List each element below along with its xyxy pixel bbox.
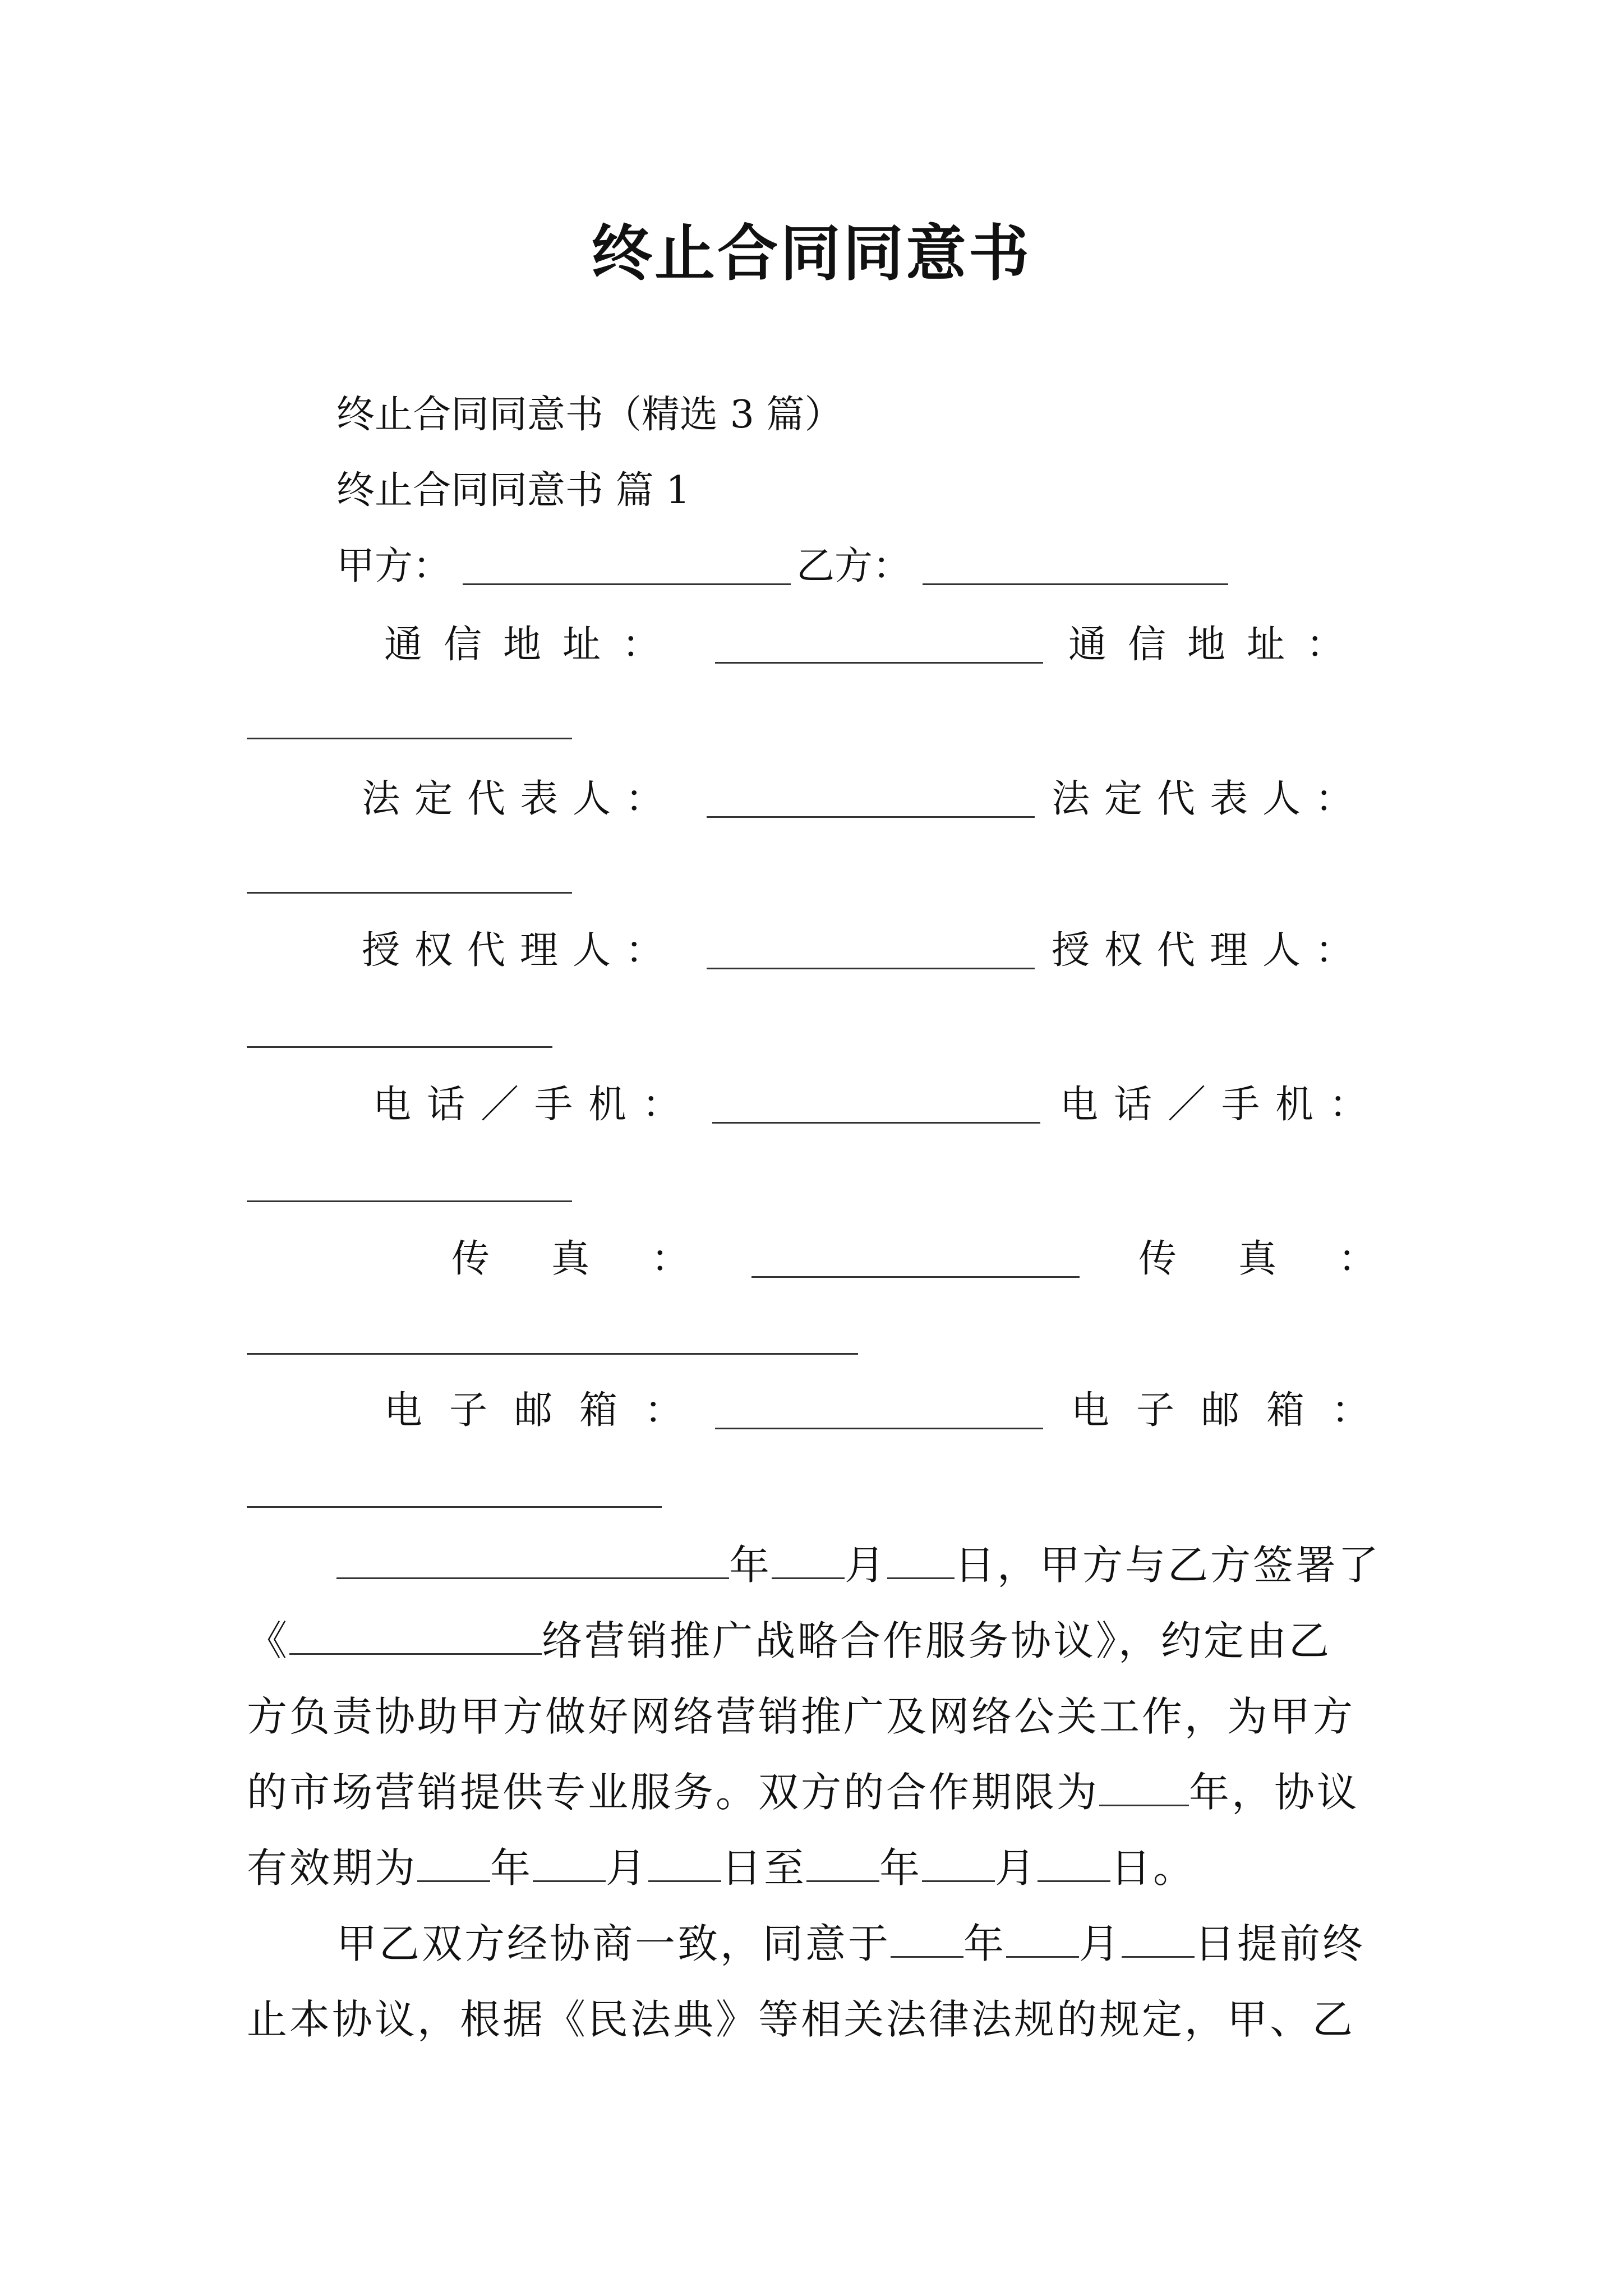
email-blank-a[interactable] <box>715 1428 1043 1429</box>
document-subtitle: 终止合同同意书（精选 3 篇） <box>336 393 843 437</box>
fax-label-b: 传真： <box>1138 1237 1438 1281</box>
phone-blank-b[interactable] <box>247 1200 572 1202</box>
fax-label-a: 传真： <box>451 1237 751 1281</box>
start-month-blank[interactable] <box>533 1847 606 1882</box>
agent-blank-b[interactable] <box>247 1046 552 1048</box>
legal-rep-label-b: 法定代表人： <box>1052 777 1368 821</box>
date-blank-full[interactable] <box>336 1544 729 1579</box>
termination-day-blank[interactable] <box>1122 1922 1195 1958</box>
phone-label-b: 电话／手机： <box>1060 1083 1384 1127</box>
email-label-b: 电子邮箱： <box>1071 1388 1397 1433</box>
fax-blank-a[interactable] <box>751 1276 1080 1278</box>
end-year-blank[interactable] <box>806 1847 879 1882</box>
party-a-blank[interactable] <box>463 583 791 585</box>
email-blank-b[interactable] <box>247 1506 662 1508</box>
party-b-label: 乙方： <box>796 544 911 588</box>
termination-month-blank[interactable] <box>1006 1922 1079 1958</box>
agreement-name-blank[interactable] <box>289 1619 542 1655</box>
document-title: 终止合同同意书 <box>591 219 1031 289</box>
paragraph-1-line-4: 的市场营销提供专业服务。双方的合作期限为 年，协议 <box>247 1769 1360 1816</box>
paragraph-1-line-3: 方负责协助甲方做好网络营销推广及网络公关工作，为甲方 <box>247 1693 1355 1740</box>
party-b-blank[interactable] <box>923 583 1228 585</box>
agent-label-a: 授权代理人： <box>362 928 679 973</box>
month-blank[interactable] <box>772 1544 845 1579</box>
phone-blank-a[interactable] <box>712 1122 1040 1124</box>
end-day-blank[interactable] <box>1038 1847 1110 1882</box>
paragraph-1-line-5: 有效期为 年 月 日至 年 月 日。 <box>247 1844 1196 1892</box>
paragraph-2-line-1: 甲乙双方经协商一致，同意于 年 月 日提前终 <box>336 1920 1366 1967</box>
phone-label-a: 电话／手机： <box>373 1083 697 1127</box>
address-blank-b[interactable] <box>247 738 572 739</box>
day-blank[interactable] <box>887 1544 955 1579</box>
legal-rep-blank-a[interactable] <box>707 816 1035 818</box>
address-label-a: 通信地址： <box>384 623 682 667</box>
legal-rep-blank-b[interactable] <box>247 892 572 894</box>
paragraph-2-line-2: 止本协议，根据《民法典》等相关法律法规的规定，甲、乙 <box>247 1996 1355 2043</box>
address-blank-a[interactable] <box>715 662 1043 664</box>
address-label-b: 通信地址： <box>1068 623 1366 667</box>
end-month-blank[interactable] <box>922 1847 995 1882</box>
fax-blank-b[interactable] <box>247 1353 858 1355</box>
party-a-label: 甲方： <box>336 544 451 588</box>
paragraph-1-line-2: 《 络营销推广战略合作服务协议》，约定由乙 <box>247 1617 1332 1664</box>
email-label-a: 电子邮箱： <box>384 1388 710 1433</box>
termination-year-blank[interactable] <box>891 1922 963 1958</box>
start-day-blank[interactable] <box>648 1847 721 1882</box>
agent-label-b: 授权代理人： <box>1052 928 1368 973</box>
section-heading: 终止合同同意书 篇 1 <box>336 468 690 513</box>
legal-rep-label-a: 法定代表人： <box>362 777 679 821</box>
term-years-blank[interactable] <box>1099 1771 1189 1806</box>
paragraph-1-line-1: 年 月 日，甲方与乙方签署了 <box>247 1543 1377 1588</box>
agent-blank-a[interactable] <box>707 968 1035 969</box>
start-year-blank[interactable] <box>417 1847 490 1882</box>
